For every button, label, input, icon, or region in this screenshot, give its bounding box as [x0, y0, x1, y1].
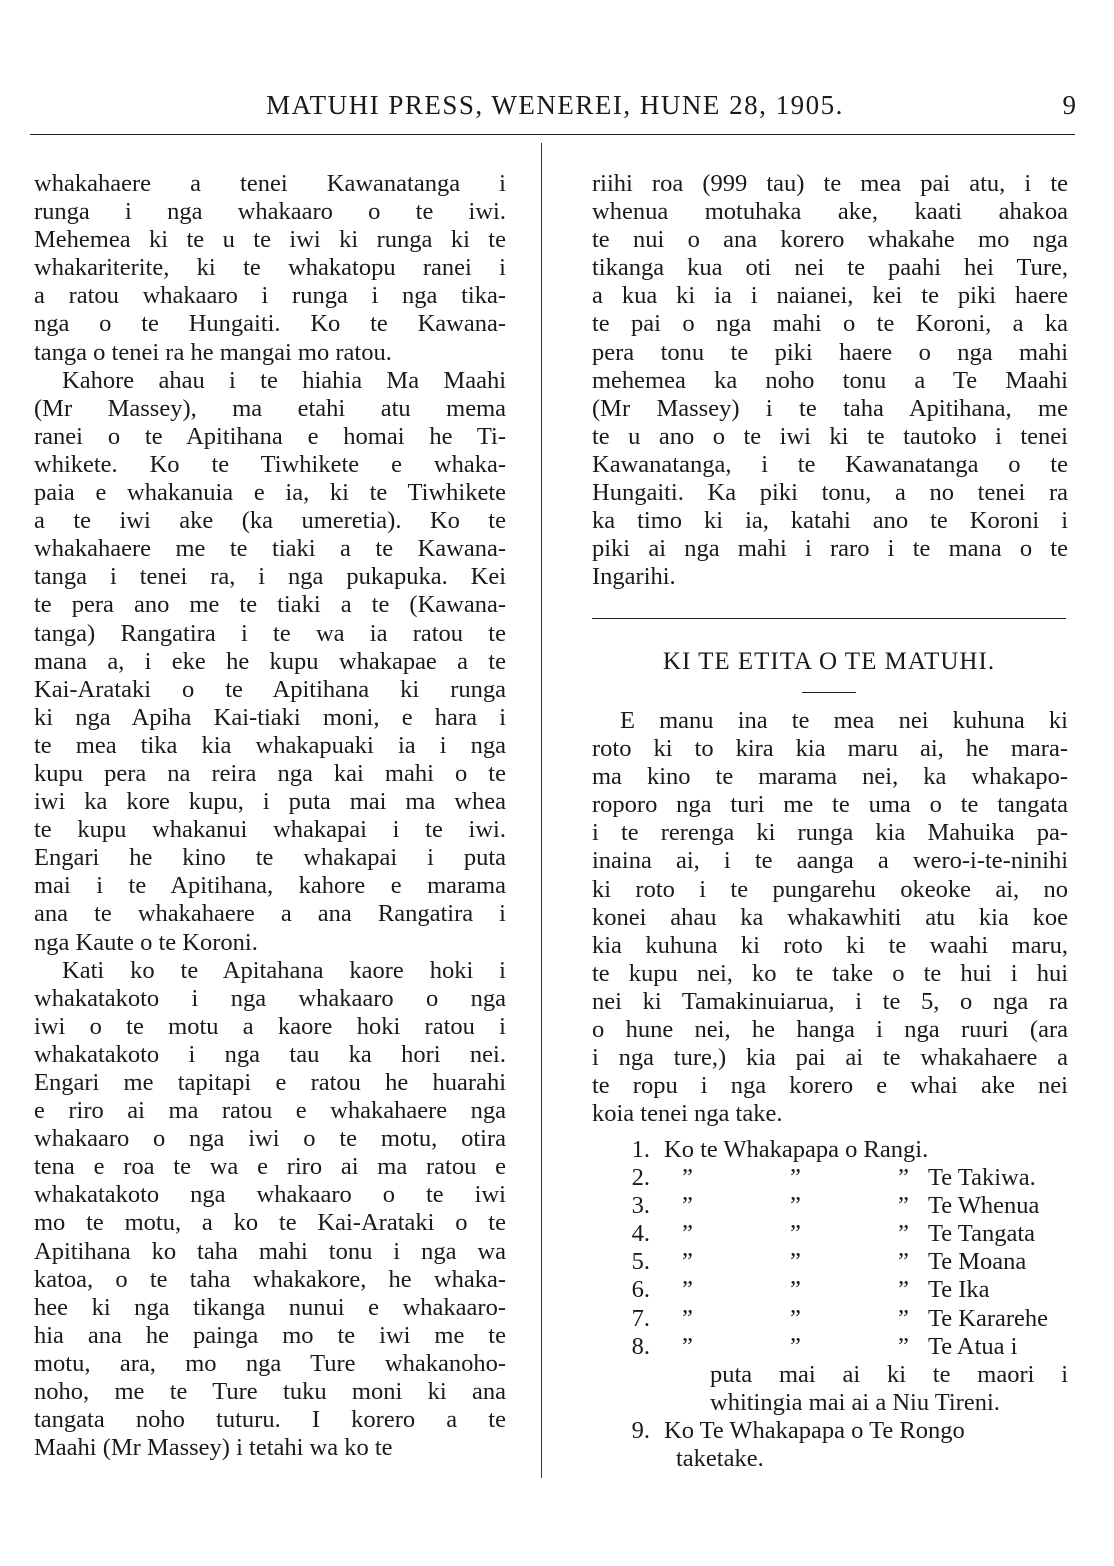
- ditto-mark: ”: [682, 1304, 693, 1332]
- text-line: whikete. Ko te Tiwhikete e whaka-: [34, 450, 506, 478]
- text-line: Engari me tapitapi e ratou he huarahi: [34, 1069, 506, 1096]
- ditto-mark: ”: [682, 1192, 693, 1220]
- text-line: piki ai nga mahi i raro i te mana o te: [592, 535, 1068, 563]
- ditto-mark: ”: [682, 1276, 693, 1304]
- text-line: whakatakoto i nga whakaaro o nga: [34, 984, 506, 1012]
- text-line: ki nga Apiha Kai-tiaki moni, e hara i: [34, 703, 506, 731]
- text-line: mana a, i eke he kupu whakapae a te: [34, 647, 506, 675]
- ditto-mark: ”: [682, 1220, 693, 1248]
- text-line: tangata noho tuturu. I korero a te: [34, 1406, 506, 1434]
- text-line: pera tonu te piki haere o nga mahi: [592, 338, 1068, 366]
- list-item: [592, 1136, 1068, 1164]
- text-line: (Mr Massey) i te taha Apitihana, me: [592, 394, 1068, 422]
- list-number: 9.: [631, 1416, 650, 1444]
- text-line: roporo nga turi me te uma o te tangata: [592, 791, 1068, 819]
- text-line: i nga ture,) kia pai ai te whakahaere a: [592, 1044, 1068, 1072]
- text-line: ki roto i te pungarehu okeoke ai, no: [592, 875, 1068, 903]
- list-text: Te Atua i: [928, 1332, 1018, 1360]
- text-line: riihi roa (999 tau) te mea pai atu, i te: [592, 170, 1068, 197]
- list-item: [592, 1417, 1068, 1445]
- ditto-mark: ”: [790, 1164, 801, 1192]
- text-line: whakaaro o nga iwi o te motu, otira: [34, 1125, 506, 1153]
- text-line: tanga o tenei ra he mangai mo ratou.: [34, 338, 392, 366]
- list-number: 7.: [631, 1304, 650, 1332]
- ditto-mark: ”: [898, 1276, 909, 1304]
- list-text: Te Ika: [928, 1276, 990, 1304]
- text-line: Engari he kino te whakapai i puta: [34, 844, 506, 872]
- text-line: a ratou whakaaro i runga i nga tika-: [34, 282, 506, 310]
- list-number: 6.: [631, 1276, 650, 1304]
- text-line: E manu ina te mea nei kuhuna ki: [620, 707, 1068, 734]
- text-line: iwi ka kore kupu, i puta mai ma whea: [34, 788, 506, 816]
- text-line: iwi o te motu a kaore hoki ratou i: [34, 1012, 506, 1040]
- text-line: Kahore ahau i te hiahia Ma Maahi: [62, 366, 506, 394]
- text-line: te kupu whakanui whakapai i te iwi.: [34, 816, 506, 844]
- list-text: puta mai ai ki te maori i: [710, 1360, 1068, 1388]
- text-line: mai i te Apitihana, kahore e marama: [34, 872, 506, 900]
- ditto-mark: ”: [898, 1192, 909, 1220]
- heading-underline: [802, 692, 856, 693]
- text-line: mo te motu, a ko te Kai-Arataki o te: [34, 1209, 506, 1237]
- text-line: whakatakoto nga whakaaro o te iwi: [34, 1181, 506, 1209]
- text-line: katoa, o te taha whakakore, he whaka-: [34, 1265, 506, 1293]
- list-text: Ko Te Whakapapa o Te Rongo: [664, 1416, 965, 1444]
- text-line: te pai o nga mahi o te Koroni, a ka: [592, 310, 1068, 338]
- list-item-continuation: [592, 1361, 1068, 1389]
- text-line: hee ki nga tikanga nunui e whakaaro-: [34, 1293, 506, 1321]
- text-line: Maahi (Mr Massey) i tetahi wa ko te: [34, 1434, 393, 1462]
- letter-body: [592, 707, 1068, 1128]
- text-line: motu, ara, mo nga Ture whakanoho-: [34, 1349, 506, 1377]
- text-line: ma kino te marama nei, ka whakapo-: [592, 763, 1068, 791]
- ditto-mark: ”: [898, 1220, 909, 1248]
- text-line: e riro ai ma ratou e whakahaere nga: [34, 1097, 506, 1125]
- ditto-mark: ”: [682, 1332, 693, 1360]
- text-line: (Mr Massey), ma etahi atu mema: [34, 394, 506, 422]
- ditto-mark: ”: [682, 1248, 693, 1276]
- list-text: whitingia mai ai a Niu Tireni.: [710, 1388, 1000, 1416]
- text-line: Kai-Arataki o te Apitihana ki runga: [34, 675, 506, 703]
- text-line: tanga i tenei ra, i nga pukapuka. Kei: [34, 563, 506, 591]
- text-line: whakariterite, ki te whakatopu ranei i: [34, 254, 506, 282]
- list-text: Te Tangata: [928, 1220, 1035, 1248]
- text-line: Kawanatanga, i te Kawanatanga o te: [592, 450, 1068, 478]
- ditto-mark: ”: [790, 1332, 801, 1360]
- list-item: [592, 1220, 1068, 1248]
- text-line: te nui o ana korero whakahe mo nga: [592, 226, 1068, 254]
- text-line: te pera ano me te tiaki a te (Kawana-: [34, 591, 506, 619]
- text-line: Kati ko te Apitahana kaore hoki i: [62, 956, 506, 984]
- section-rule: [592, 618, 1066, 619]
- ditto-mark: ”: [790, 1304, 801, 1332]
- ditto-mark: ”: [682, 1164, 693, 1192]
- list-item: [592, 1305, 1068, 1333]
- text-line: koia tenei nga take.: [592, 1100, 783, 1128]
- text-line: whenua motuhaka ake, kaati ahakoa: [592, 198, 1068, 226]
- text-line: Ingarihi.: [592, 563, 676, 591]
- text-line: noho, me te Ture tuku moni ki ana: [34, 1378, 506, 1406]
- list-item: [592, 1164, 1068, 1192]
- list-number: 5.: [631, 1248, 650, 1276]
- text-line: Mehemea ki te u te iwi ki runga ki te: [34, 226, 506, 254]
- ditto-mark: ”: [898, 1332, 909, 1360]
- text-line: whakahaere a tenei Kawanatanga i: [34, 170, 506, 197]
- header-rule: [30, 134, 1075, 135]
- text-line: hia ana he painga mo te iwi me te: [34, 1321, 506, 1349]
- text-line: nga Kaute o te Koroni.: [34, 928, 258, 956]
- text-line: ranei o te Apitihana e homai he Ti-: [34, 422, 506, 450]
- list-item: [592, 1333, 1068, 1361]
- page-header: [30, 88, 1080, 124]
- page-number: 9: [1062, 90, 1076, 120]
- text-line: runga i nga whakaaro o te iwi.: [34, 198, 506, 226]
- text-line: kia kuhuna ki roto ki te waahi maru,: [592, 931, 1068, 959]
- text-line: te u ano o te iwi ki te tautoko i tenei: [592, 422, 1068, 450]
- list-item: [592, 1248, 1068, 1276]
- ditto-mark: ”: [898, 1304, 909, 1332]
- list-number: 8.: [631, 1332, 650, 1360]
- text-line: nga o te Hungaiti. Ko te Kawana-: [34, 310, 506, 338]
- text-line: whakahaere me te tiaki a te Kawana-: [34, 535, 506, 563]
- list-text: Te Kararehe: [928, 1304, 1049, 1332]
- left-column: [34, 170, 506, 1462]
- text-line: Hungaiti. Ka piki tonu, a no tenei ra: [592, 479, 1068, 507]
- list-number: 3.: [631, 1192, 650, 1220]
- text-line: kupu pera na reira nga kai mahi o te: [34, 759, 506, 787]
- letter-heading: KI TE ETITA O TE MATUHI.: [662, 648, 996, 675]
- column-divider: [541, 143, 542, 1478]
- text-line: ka timo ki ia, katahi ano te Koroni i: [592, 507, 1068, 535]
- text-line: Apitihana ko taha mahi tonu i nga wa: [34, 1237, 506, 1265]
- list-text: taketake.: [676, 1445, 764, 1473]
- list-item: [592, 1276, 1068, 1304]
- text-line: te kupu nei, ko te take o te hui i hui: [592, 959, 1068, 987]
- list-item: [592, 1192, 1068, 1220]
- ditto-mark: ”: [790, 1192, 801, 1220]
- text-line: nei ki Tamakinuiarua, i te 5, o nga ra: [592, 987, 1068, 1015]
- list-item-continuation: [592, 1389, 1068, 1417]
- list-number: 4.: [631, 1220, 650, 1248]
- list-text: Ko te Whakapapa o Rangi.: [664, 1136, 929, 1163]
- text-line: ana te whakahaere a ana Rangatira i: [34, 900, 506, 928]
- list-number: 2.: [631, 1164, 650, 1192]
- ditto-mark: ”: [790, 1248, 801, 1276]
- ditto-mark: ”: [898, 1248, 909, 1276]
- masthead-title: MATUHI PRESS, WENEREI, HUNE 28, 1905.: [266, 90, 844, 120]
- text-line: paia e whakanuia e ia, ki te Tiwhikete: [34, 479, 506, 507]
- text-line: i te rerenga ki runga kia Mahuika pa-: [592, 819, 1068, 847]
- text-line: te ropu i nga korero e whai ake nei: [592, 1072, 1068, 1100]
- text-line: roto ki to kira kia maru ai, he mara-: [592, 735, 1068, 763]
- text-line: mehemea ka noho tonu a Te Maahi: [592, 366, 1068, 394]
- ditto-mark: ”: [898, 1164, 909, 1192]
- text-line: a te iwi ake (ka umeretia). Ko te: [34, 507, 506, 535]
- list-text: Te Whenua: [928, 1192, 1040, 1220]
- text-line: whakatakoto i nga tau ka hori nei.: [34, 1040, 506, 1068]
- text-line: konei ahau ka whakawhiti atu kia koe: [592, 903, 1068, 931]
- text-line: tikanga kua oti nei te paahi hei Ture,: [592, 254, 1068, 282]
- text-line: o hune nei, he hanga i nga ruuri (ara: [592, 1016, 1068, 1044]
- text-line: tena e roa te wa e riro ai ma ratou e: [34, 1153, 506, 1181]
- text-line: tanga) Rangatira i te wa ia ratou te: [34, 619, 506, 647]
- right-column-text: [592, 170, 1068, 591]
- list-text: Te Takiwa.: [928, 1164, 1036, 1192]
- list-number: 1.: [631, 1136, 650, 1163]
- list-item-continuation: [592, 1445, 1068, 1473]
- list-text: Te Moana: [928, 1248, 1027, 1276]
- agenda-list: [592, 1136, 1068, 1473]
- ditto-mark: ”: [790, 1276, 801, 1304]
- ditto-mark: ”: [790, 1220, 801, 1248]
- text-line: inaina ai, i te aanga a wero-i-te-ninihi: [592, 847, 1068, 875]
- text-line: te mea tika kia whakapuaki ia i nga: [34, 731, 506, 759]
- text-line: a kua ki ia i naianei, kei te piki haere: [592, 282, 1068, 310]
